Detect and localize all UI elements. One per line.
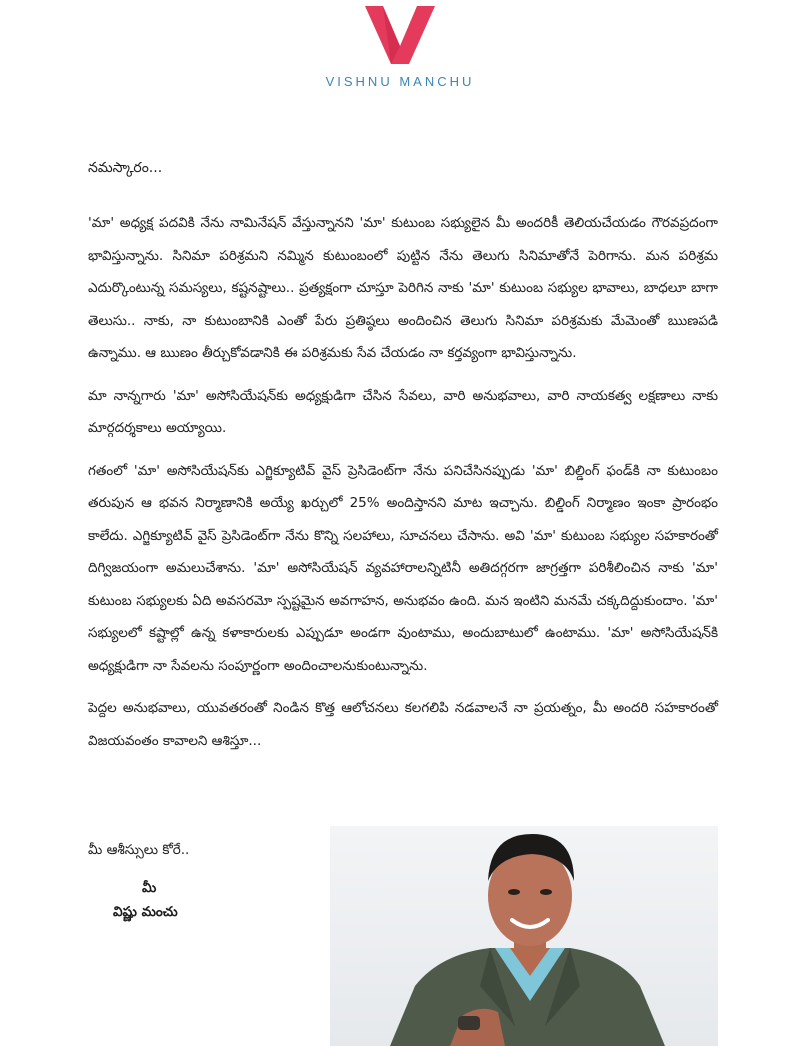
signature-prefix: మీ [142, 880, 157, 896]
portrait-photo [330, 826, 718, 1046]
brand-logo [0, 4, 800, 89]
letter-paragraph: పెద్దల అనుభవాలు, యువతరంతో నిండిన కొత్త ఆలోచనలు కలగలిపి నడవాలనే నా ప్రయత్నం, మీ అందరి సహకారంతో విజయవంతం కావాలని ఆశిస్తూ... [88, 700, 718, 749]
letter-greeting: నమస్కారం... [88, 160, 163, 176]
letter-body [88, 160, 718, 767]
letter-paragraph: 'మా' అధ్యక్ష పదవికి నేను నామినేషన్ వేస్తున్నానని 'మా' కుటుంబ సభ్యులైన మీ అందరికీ తెలియచేయడం గౌరవప్రదంగా భావిస్తున్నాను. సినిమా పరిశ్రమని నమ్మిన కుటుంబంలో పుట్టిన నేను తెలుగు సినిమాతోనే పెరిగాను. మన పరిశ్రమ ఎదుర్కొంటున్న సమస్యలు, కష్టనష్టాలు.. ప్రత్యక్షంగా చూస్తూ పెరిగిన నాకు 'మా' కుటుంబ సభ్యుల భావాలు, బాధలూ బాగా తెలుసు.. నాకు, నా కుటుంబానికి ఎంతో పేరు ప్రతిష్ఠలు అందించిన తెలుగు సినిమా పరిశ్రమకు మేమెంతో ఋణపడి ఉన్నాము. ఆ ఋణం తీర్చుకోవడానికి ఈ పరిశ్రమకు సేవ చేయడం నా కర్తవ్యంగా భావిస్తున్నాను. [88, 215, 718, 361]
portrait-illustration [330, 826, 718, 1046]
letter-closing: మీ ఆశీస్సులు కోరే.. [88, 842, 190, 858]
letter-paragraph: గతంలో 'మా' అసోసియేషన్‌కు ఎగ్జిక్యూటివ్ వైస్ ప్రెసిడెంట్‌గా నేను పనిచేసినప్పుడు 'మా' బిల్డింగ్ ఫండ్‌కి నా కుటుంబం తరుపున ఆ భవన నిర్మాణానికి అయ్యే ఖర్చులో 25% అందిస్తానని మాట ఇచ్చాను. బిల్డింగ్ నిర్మాణం ఇంకా ప్రారంభం కాలేదు. ఎగ్జిక్యూటివ్ వైస్ ప్రెసిడెంట్‌గా నేను కొన్ని సలహాలు, సూచనలు చేసాను. అవి 'మా' కుటుంబ సభ్యుల సహకారంతో దిగ్విజయంగా అమలుచేశాను. 'మా' అసోసియేషన్ వ్యవహారాలన్నిటినీ అతిదగ్గరగా జాగ్రత్తగా పరిశీలించిన నాకు 'మా' కుటుంబ సభ్యులకు ఏది అవసరమో స్పష్టమైన అవగాహన, అనుభవం ఉంది. మన ఇంటిని మనమే చక్కదిద్దుకుందాం. 'మా' సభ్యులలో కష్టాల్లో ఉన్న కళాకారులకు ఎప్పుడూ అండగా వుంటాము, అందుబాటులో ఉంటాము. 'మా' అసోసియేషన్‌కి అధ్యక్షుడిగా నా సేవలను సంపూర్ణంగా అందించాలనుకుంటున్నాను. [88, 462, 718, 674]
v-logo-icon [363, 4, 437, 66]
brand-name: VISHNU MANCHU [325, 74, 475, 89]
letter-paragraph: మా నాన్నగారు 'మా' అసోసియేషన్‌కు అధ్యక్షుడిగా చేసిన సేవలు, వారి అనుభవాలు, వారి నాయకత్వ లక్షణాలు నాకు మార్గదర్శకాలు అయ్యాయి. [88, 387, 718, 436]
signature-name: విష్ణు మంచు [113, 904, 178, 920]
